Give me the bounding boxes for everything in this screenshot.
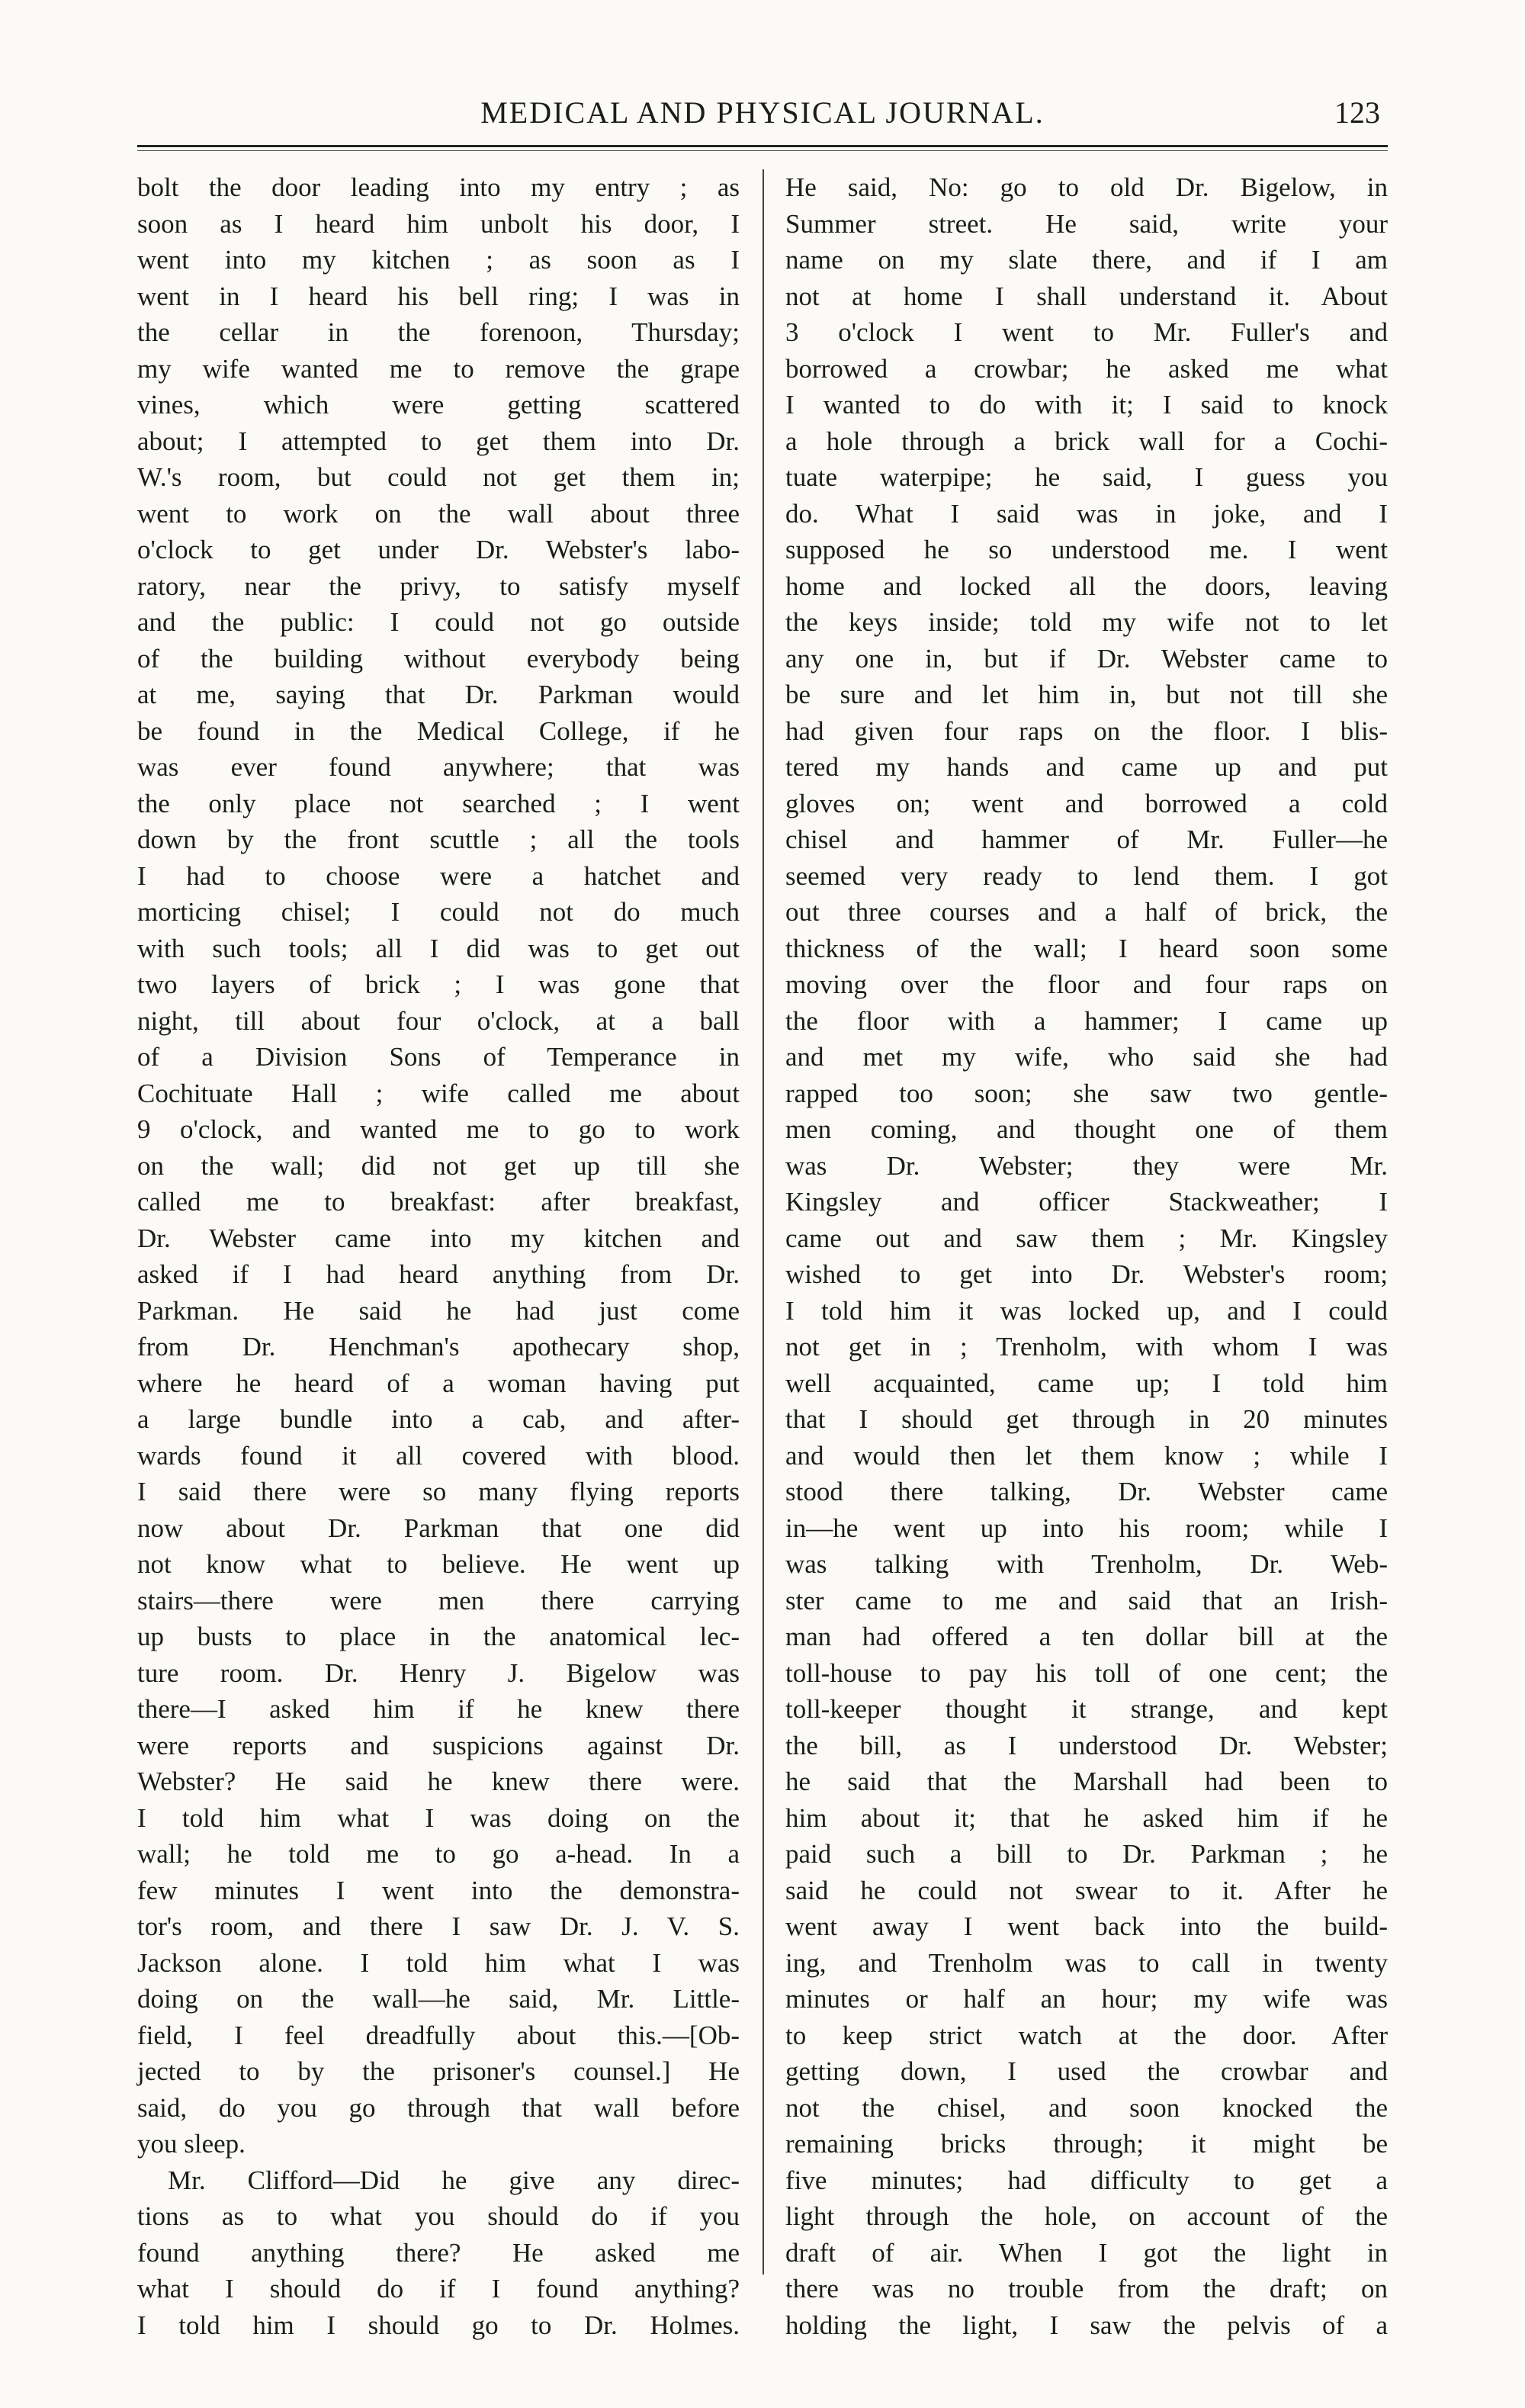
text-line: wished to get into Dr. Webster's room; bbox=[785, 1259, 1388, 1289]
text-line: that I should get through in 20 minutes bbox=[785, 1404, 1388, 1434]
text-line: night, till about four o'clock, at a ball bbox=[137, 1005, 740, 1036]
text-line: was Dr. Webster; they were Mr. bbox=[785, 1150, 1388, 1181]
text-line: Kingsley and officer Stackweather; I bbox=[785, 1187, 1388, 1217]
text-line: Webster? He said he knew there were. bbox=[137, 1767, 740, 1796]
text-line: went in I heard his bell ring; I was in bbox=[137, 281, 740, 311]
text-line: down by the front scuttle ; all the tools bbox=[137, 825, 740, 854]
text-line: thickness of the wall; I heard soon some bbox=[785, 933, 1388, 963]
text-line: name on my slate there, and if I am bbox=[785, 245, 1388, 275]
text-line: and the public: I could not go outside bbox=[137, 607, 740, 637]
text-line: vines, which were getting scattered bbox=[137, 390, 740, 420]
text-line: said, do you go through that wall before bbox=[137, 2092, 740, 2123]
text-line: from Dr. Henchman's apothecary shop, bbox=[137, 1332, 740, 1362]
text-line: ing, and Trenholm was to call in twenty bbox=[785, 1947, 1388, 1978]
left-column bbox=[137, 169, 740, 2343]
text-line: jected to by the prisoner's counsel.] He bbox=[137, 2056, 740, 2086]
text-line: now about Dr. Parkman that one did bbox=[137, 1513, 740, 1543]
header-rule bbox=[137, 145, 1388, 147]
text-line: went into my kitchen ; as soon as I bbox=[137, 245, 740, 275]
text-line: to keep strict watch at the door. After bbox=[785, 2020, 1388, 2050]
text-line: gloves on; went and borrowed a cold bbox=[785, 788, 1388, 818]
right-column bbox=[785, 169, 1388, 2343]
text-line: were reports and suspicions against Dr. bbox=[137, 1730, 740, 1760]
text-line: tor's room, and there I saw Dr. J. V. S. bbox=[137, 1911, 740, 1941]
text-line: not know what to believe. He went up bbox=[137, 1549, 740, 1579]
text-line: rapped too soon; she saw two gentle- bbox=[785, 1078, 1388, 1108]
text-line: five minutes; had difficulty to get a bbox=[785, 2165, 1388, 2195]
text-line: on the wall; did not get up till she bbox=[137, 1150, 740, 1181]
text-line: him about it; that he asked him if he bbox=[785, 1802, 1388, 1833]
text-line: tuate waterpipe; he said, I guess you bbox=[785, 462, 1388, 492]
text-line: went to work on the wall about three bbox=[137, 498, 740, 529]
text-line: the floor with a hammer; I came up bbox=[785, 1005, 1388, 1036]
text-line: of a Division Sons of Temperance in bbox=[137, 1042, 740, 1072]
text-line: o'clock to get under Dr. Webster's labo- bbox=[137, 535, 740, 564]
text-line: Parkman. He said he had just come bbox=[137, 1295, 740, 1326]
text-line: Cochituate Hall ; wife called me about bbox=[137, 1078, 740, 1108]
text-line: there—I asked him if he knew there bbox=[137, 1694, 740, 1724]
text-line: was talking with Trenholm, Dr. Web- bbox=[785, 1549, 1388, 1579]
text-line: moving over the floor and four raps on bbox=[785, 969, 1388, 999]
text-line: paid such a bill to Dr. Parkman ; he bbox=[785, 1839, 1388, 1869]
text-line: few minutes I went into the demonstra- bbox=[137, 1875, 740, 1905]
text-line: wards found it all covered with blood. bbox=[137, 1440, 740, 1471]
text-line: be found in the Medical College, if he bbox=[137, 715, 740, 746]
text-line: about; I attempted to get them into Dr. bbox=[137, 426, 740, 456]
text-line: wall; he told me to go a-head. In a bbox=[137, 1839, 740, 1869]
text-line: and met my wife, who said she had bbox=[785, 1042, 1388, 1072]
text-line: a large bundle into a cab, and after- bbox=[137, 1404, 740, 1434]
text-line: getting down, I used the crowbar and bbox=[785, 2056, 1388, 2086]
text-line: two layers of brick ; I was gone that bbox=[137, 969, 740, 999]
text-line: where he heard of a woman having put bbox=[137, 1368, 740, 1398]
text-line: any one in, but if Dr. Webster came to bbox=[785, 643, 1388, 674]
text-line: I said there were so many flying reports bbox=[137, 1477, 740, 1506]
text-line: bolt the door leading into my entry ; as bbox=[137, 172, 740, 202]
text-line: not at home I shall understand it. About bbox=[785, 281, 1388, 311]
text-line: found anything there? He asked me bbox=[137, 2237, 740, 2268]
text-line: stairs—there were men there carrying bbox=[137, 1585, 740, 1616]
text-line: seemed very ready to lend them. I got bbox=[785, 860, 1388, 891]
text-line: not get in ; Trenholm, with whom I was bbox=[785, 1332, 1388, 1362]
text-line: holding the light, I saw the pelvis of a bbox=[785, 2310, 1388, 2340]
text-line: doing on the wall—he said, Mr. Little- bbox=[137, 1984, 740, 2014]
text-line: chisel and hammer of Mr. Fuller—he bbox=[785, 825, 1388, 854]
text-line: you sleep. bbox=[137, 2129, 246, 2159]
text-line: borrowed a crowbar; he asked me what bbox=[785, 353, 1388, 384]
text-line: in—he went up into his room; while I bbox=[785, 1513, 1388, 1543]
text-line: out three courses and a half of brick, the bbox=[785, 897, 1388, 927]
text-line: home and locked all the doors, leaving bbox=[785, 571, 1388, 601]
text-line: men coming, and thought one of them bbox=[785, 1114, 1388, 1144]
text-line: called me to breakfast: after breakfast, bbox=[137, 1187, 740, 1217]
text-line: draft of air. When I got the light in bbox=[785, 2237, 1388, 2268]
text-line: well acquainted, came up; I told him bbox=[785, 1368, 1388, 1398]
text-line: at me, saying that Dr. Parkman would bbox=[137, 680, 740, 709]
text-line: asked if I had heard anything from Dr. bbox=[137, 1259, 740, 1289]
text-line: the bill, as I understood Dr. Webster; bbox=[785, 1730, 1388, 1760]
text-line: came out and saw them ; Mr. Kingsley bbox=[785, 1223, 1388, 1253]
text-line: He said, No: go to old Dr. Bigelow, in bbox=[785, 172, 1388, 202]
text-line: Jackson alone. I told him what I was bbox=[137, 1947, 740, 1978]
text-line: was ever found anywhere; that was bbox=[137, 752, 740, 782]
text-line: I wanted to do with it; I said to knock bbox=[785, 390, 1388, 420]
page-number: 123 bbox=[1334, 95, 1380, 130]
text-line: 9 o'clock, and wanted me to go to work bbox=[137, 1114, 740, 1144]
text-line: the keys inside; told my wife not to let bbox=[785, 607, 1388, 637]
text-line: I had to choose were a hatchet and bbox=[137, 860, 740, 891]
text-line: ratory, near the privy, to satisfy myself bbox=[137, 571, 740, 601]
text-line: he said that the Marshall had been to bbox=[785, 1767, 1388, 1796]
text-line: said he could not swear to it. After he bbox=[785, 1875, 1388, 1905]
text-line: supposed he so understood me. I went bbox=[785, 535, 1388, 564]
text-line: I told him what I was doing on the bbox=[137, 1802, 740, 1833]
text-line: stood there talking, Dr. Webster came bbox=[785, 1477, 1388, 1506]
text-line: tered my hands and came up and put bbox=[785, 752, 1388, 782]
running-title: MEDICAL AND PHYSICAL JOURNAL. bbox=[480, 95, 1045, 130]
text-line: do. What I said was in joke, and I bbox=[785, 498, 1388, 529]
text-line: toll-house to pay his toll of one cent; the bbox=[785, 1657, 1388, 1688]
text-line: I told him it was locked up, and I could bbox=[785, 1295, 1388, 1326]
text-line: I told him I should go to Dr. Holmes. bbox=[137, 2310, 740, 2340]
text-line: the only place not searched ; I went bbox=[137, 788, 740, 818]
running-head bbox=[130, 90, 1395, 136]
text-line: 3 o'clock I went to Mr. Fuller's and bbox=[785, 317, 1388, 347]
text-line: had given four raps on the floor. I blis- bbox=[785, 715, 1388, 746]
text-line: light through the hole, on account of the bbox=[785, 2201, 1388, 2231]
header-rule-thin bbox=[137, 150, 1388, 151]
text-line: tions as to what you should do if you bbox=[137, 2201, 740, 2231]
text-line: Dr. Webster came into my kitchen and bbox=[137, 1223, 740, 1253]
text-line: my wife wanted me to remove the grape bbox=[137, 353, 740, 384]
text-line: of the building without everybody being bbox=[137, 643, 740, 674]
text-line: field, I feel dreadfully about this.—[Ob- bbox=[137, 2020, 740, 2050]
text-line: ster came to me and said that an Irish- bbox=[785, 1585, 1388, 1616]
text-line: morticing chisel; I could not do much bbox=[137, 897, 740, 927]
text-line: soon as I heard him unbolt his door, I bbox=[137, 208, 740, 239]
text-line: remaining bricks through; it might be bbox=[785, 2129, 1388, 2159]
text-line: man had offered a ten dollar bill at the bbox=[785, 1622, 1388, 1651]
text-line: Summer street. He said, write your bbox=[785, 208, 1388, 239]
text-line: minutes or half an hour; my wife was bbox=[785, 1984, 1388, 2014]
text-line: be sure and let him in, but not till she bbox=[785, 680, 1388, 709]
text-line: the cellar in the forenoon, Thursday; bbox=[137, 317, 740, 347]
text-line: W.'s room, but could not get them in; bbox=[137, 462, 740, 492]
text-line: a hole through a brick wall for a Cochi- bbox=[785, 426, 1388, 456]
text-line: there was no trouble from the draft; on bbox=[785, 2274, 1388, 2304]
text-line: up busts to place in the anatomical lec- bbox=[137, 1622, 740, 1651]
text-line: toll-keeper thought it strange, and kept bbox=[785, 1694, 1388, 1724]
text-line: not the chisel, and soon knocked the bbox=[785, 2092, 1388, 2123]
column-divider bbox=[762, 169, 764, 2275]
text-line: what I should do if I found anything? bbox=[137, 2274, 740, 2304]
text-line: and would then let them know ; while I bbox=[785, 1440, 1388, 1471]
text-line: with such tools; all I did was to get out bbox=[137, 933, 740, 963]
text-line: ture room. Dr. Henry J. Bigelow was bbox=[137, 1657, 740, 1688]
text-line: Mr. Clifford—Did he give any direc- bbox=[168, 2165, 740, 2195]
text-line: went away I went back into the build- bbox=[785, 1911, 1388, 1941]
